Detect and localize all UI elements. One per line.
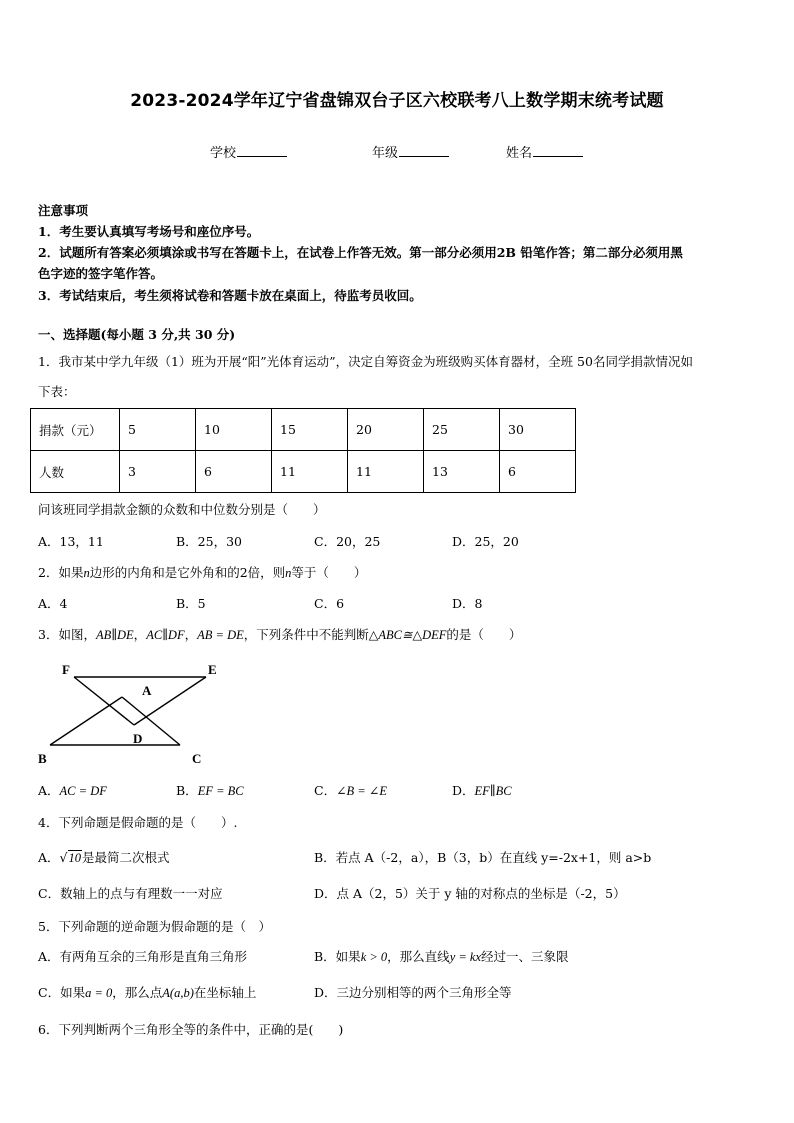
table-cell: 3 bbox=[120, 451, 196, 493]
section-heading: 一、选择题(每小题 3 分,共 30 分) bbox=[38, 327, 236, 342]
q1-stem-2: 下表： bbox=[38, 384, 76, 399]
q3-option-b[interactable]: B．EF = BC bbox=[176, 783, 244, 798]
note-item: 色字迹的签字笔作答。 bbox=[38, 266, 164, 281]
table-cell: 人数 bbox=[31, 451, 120, 493]
q1-option-a[interactable]: A．13，11 bbox=[38, 534, 104, 549]
segment-fd bbox=[74, 677, 134, 725]
q5-option-d[interactable]: D．三边分别相等的两个三角形全等 bbox=[314, 985, 512, 1000]
label-e: E bbox=[208, 662, 217, 677]
name-field[interactable] bbox=[506, 142, 583, 161]
q1-question: 问该班同学捐款金额的众数和中位数分别是（ ） bbox=[38, 502, 326, 517]
table-cell: 11 bbox=[348, 451, 424, 493]
segment-ac bbox=[122, 697, 180, 745]
school-field[interactable] bbox=[210, 142, 287, 161]
q2-option-b[interactable]: B．5 bbox=[176, 596, 206, 611]
table-cell: 13 bbox=[424, 451, 500, 493]
table-cell: 20 bbox=[348, 409, 424, 451]
table-cell: 15 bbox=[272, 409, 348, 451]
note-item: 3．考试结束后，考生须将试卷和答题卡放在桌面上，待监考员收回。 bbox=[38, 288, 422, 303]
table-cell: 6 bbox=[500, 451, 576, 493]
q3-geometry-figure bbox=[30, 655, 220, 770]
label-c: C bbox=[192, 751, 202, 766]
q4-option-b[interactable]: B．若点 A（-2，a），B（3，b）在直线 y=-2x+1，则 a>b bbox=[314, 850, 652, 865]
table-cell: 30 bbox=[500, 409, 576, 451]
note-item: 2．试题所有答案必须填涂或书写在答题卡上，在试卷上作答无效。第一部分必须用2B 铅笔作答；第二部分必须用黑 bbox=[38, 245, 683, 260]
q3-stem: 3．如图，AB∥DE，AC∥DF，AB = DE，下列条件中不能判断△ABC≅△DEF的是（ ） bbox=[38, 627, 522, 642]
q5-option-a[interactable]: A．有两角互余的三角形是直角三角形 bbox=[38, 949, 248, 964]
q1-option-b[interactable]: B．25，30 bbox=[176, 534, 242, 549]
name-label: 姓名 bbox=[506, 146, 533, 161]
label-d: D bbox=[133, 731, 143, 746]
label-b: B bbox=[38, 751, 47, 766]
q5-option-b[interactable]: B．如果k > 0，那么直线y = kx经过一、三象限 bbox=[314, 949, 569, 964]
school-label: 学校 bbox=[210, 146, 237, 161]
q2-option-d[interactable]: D．8 bbox=[452, 596, 483, 611]
page-title: 2023-2024学年辽宁省盘锦双台子区六校联考八上数学期末统考试题 bbox=[130, 91, 664, 111]
q1-stem: 1．我市某中学九年级（1）班为开展“阳”光体育运动”，决定自筹资金为班级购买体育器材，全班 50名同学捐款情况如 bbox=[38, 354, 693, 369]
table-cell: 捐款（元） bbox=[31, 409, 120, 451]
table-cell: 11 bbox=[272, 451, 348, 493]
q6-stem: 6．下列判断两个三角形全等的条件中，正确的是( ) bbox=[38, 1022, 344, 1037]
segment-ba bbox=[50, 697, 122, 745]
q4-option-c[interactable]: C．数轴上的点与有理数一一对应 bbox=[38, 886, 223, 901]
grade-label: 年级 bbox=[372, 146, 399, 161]
q2-stem: 2．如果n边形的内角和是它外角和的2倍，则n等于（ ） bbox=[38, 565, 367, 580]
q4-option-a[interactable]: A．√10是最简二次根式 bbox=[38, 850, 170, 865]
q5-stem: 5．下列命题的逆命题为假命题的是（ ） bbox=[38, 919, 271, 934]
q3-option-c[interactable]: C．∠B = ∠E bbox=[314, 783, 387, 798]
q4-stem: 4．下列命题是假命题的是（ ）. bbox=[38, 815, 238, 830]
q1-option-d[interactable]: D．25，20 bbox=[452, 534, 519, 549]
q5-option-c[interactable]: C．如果a = 0，那么点A(a,b)在坐标轴上 bbox=[38, 985, 257, 1000]
note-item: 1．考生要认真填写考场号和座位序号。 bbox=[38, 224, 260, 239]
table-row bbox=[31, 409, 576, 451]
table-row bbox=[31, 451, 576, 493]
q1-option-c[interactable]: C．20，25 bbox=[314, 534, 381, 549]
table-cell: 10 bbox=[196, 409, 272, 451]
q3-option-d[interactable]: D．EF∥BC bbox=[452, 783, 512, 798]
table-cell: 6 bbox=[196, 451, 272, 493]
table-cell: 5 bbox=[120, 409, 196, 451]
q2-option-a[interactable]: A．4 bbox=[38, 596, 68, 611]
notes-heading: 注意事项 bbox=[38, 203, 89, 218]
grade-field[interactable] bbox=[372, 142, 449, 161]
donation-table bbox=[30, 408, 576, 493]
q4-option-d[interactable]: D．点 A（2，5）关于 y 轴的对称点的坐标是（-2，5） bbox=[314, 886, 626, 901]
table-cell: 25 bbox=[424, 409, 500, 451]
label-a: A bbox=[142, 683, 152, 698]
q3-option-a[interactable]: A．AC = DF bbox=[38, 783, 107, 798]
label-f: F bbox=[62, 662, 70, 677]
q2-option-c[interactable]: C．6 bbox=[314, 596, 345, 611]
